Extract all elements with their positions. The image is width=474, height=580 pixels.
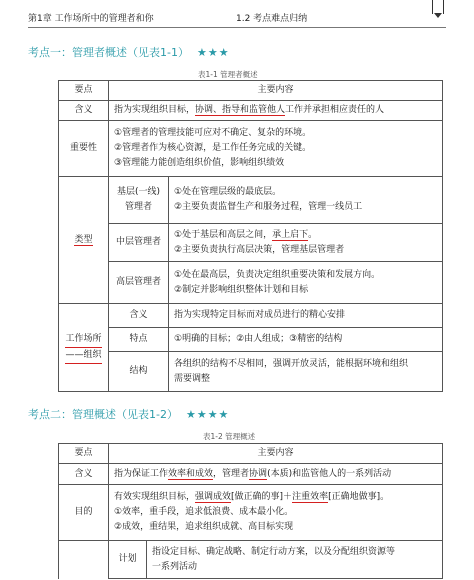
top-manager-content: [169, 262, 443, 304]
workplace-def-content: 指为实现特定目标而对成员进行的精心安排: [169, 304, 443, 328]
table-1-2: [58, 443, 443, 579]
line: ②主要负责监督生产和服务过程，管理一线员工: [174, 202, 363, 212]
row-key-hanyi: 含义: [59, 464, 109, 485]
table-row: [59, 81, 443, 101]
table-row: [59, 304, 443, 328]
text: ，管理者: [213, 468, 250, 479]
kd2-title-text: 考点二：管理概述（见表1-2）: [28, 408, 178, 421]
hanyi-content: [109, 464, 443, 485]
row-key-workplace: [59, 304, 109, 392]
base-manager-label: [109, 177, 169, 224]
line: ②制定并影响组织整体计划和目标: [174, 284, 309, 295]
workplace-def-label: 含义: [109, 304, 169, 328]
head-key: 要点: [59, 444, 109, 464]
table-row: [59, 177, 443, 224]
table-row: [59, 224, 443, 262]
underlined-text: 协调: [249, 468, 268, 479]
head-content: 主要内容: [109, 81, 443, 101]
underlined-text: 承上启下: [272, 229, 309, 240]
header-rule: [28, 27, 446, 28]
workplace-struct-label: 结构: [109, 352, 169, 392]
row-key-function: [59, 541, 109, 579]
line: ③管理能力能创造组织价值，影响组织绩效: [114, 158, 285, 168]
table-row: [59, 485, 443, 541]
head-content: 主要内容: [109, 444, 443, 464]
table-row: [59, 464, 443, 485]
text: (本质)和监管他人的一系列活动: [267, 468, 392, 479]
plan-content: [147, 541, 443, 579]
row-key-types: [59, 177, 109, 304]
workplace-feat-label: 特点: [109, 328, 169, 352]
table-row: [59, 444, 443, 464]
line: ②管理者作为核心资源，是工作任务完成的关键。: [114, 143, 312, 153]
importance-content: [109, 121, 443, 177]
top-manager-label: 高层管理者: [109, 262, 169, 304]
text: [做正确的事]＋: [231, 492, 293, 502]
line: ①处在最高层，负责决定组织重要决策和发展方向。: [174, 269, 381, 280]
line: ①处在管理层级的最底层。: [174, 187, 282, 197]
table-row: [59, 101, 443, 121]
base-manager-content: [169, 177, 443, 224]
head-key: 要点: [59, 81, 109, 101]
underlined-text: 强调成效: [195, 492, 232, 502]
line: 需要调整: [174, 373, 211, 384]
mid-manager-content: [169, 224, 443, 262]
line: ②主要负责执行高层决策，管理基层管理者: [174, 244, 345, 255]
kd2-stars: ★★★★: [185, 408, 230, 421]
underlined-text: 效率和成效: [168, 468, 214, 479]
line: ①管理者的管理技能可应对不确定、复杂的环境。: [114, 128, 312, 138]
row-key-goal: 目的: [59, 485, 109, 541]
section-title: 1.2 考点难点归纳: [236, 14, 308, 24]
page-header: [0, 0, 474, 30]
row-key-hanyi: 含义: [59, 101, 109, 121]
line: ①效率，重手段，追求低浪费、成本最小化。: [114, 507, 294, 517]
kd1-caption: 表1-1 管理者概述: [198, 70, 258, 79]
underlined-line: ——组织: [65, 348, 101, 364]
line: [114, 490, 437, 505]
kd2-caption: 表1-2 管理概述: [203, 432, 256, 441]
kd1-title: [28, 44, 230, 60]
underlined-text: 注重效率: [292, 492, 329, 502]
line: ②成效，重结果，追求组织成就、高目标实现: [114, 522, 294, 532]
line: 各组织的结构不尽相同，强调开放灵活，能根据环境和组织: [174, 358, 409, 369]
table-row: [59, 352, 443, 392]
row-key-importance: 重要性: [59, 121, 109, 177]
table-row: [59, 262, 443, 304]
underlined-text: 协调、指导和监管他人: [195, 105, 286, 115]
line: 管理者: [124, 202, 152, 212]
mid-manager-label: 中层管理者: [109, 224, 169, 262]
underlined-text: 类型: [74, 234, 93, 245]
hanyi-content: [109, 101, 443, 121]
text: 指为保证工作: [114, 468, 169, 479]
underlined-line: 工作场所: [65, 332, 101, 348]
line: [174, 228, 437, 243]
table-1-1: [58, 80, 443, 392]
text: 指为实现组织目标，: [114, 105, 196, 115]
table-row: [59, 541, 443, 579]
text: [正确地做事]。: [328, 492, 390, 502]
goal-content: [109, 485, 443, 541]
text: 有效实现组织目标，: [114, 492, 196, 502]
kd1-stars: ★★★: [196, 46, 230, 59]
bookmark-icon[interactable]: [432, 0, 444, 14]
line: 指设定目标、确定战略、制定行动方案，以及分配组织资源等: [152, 546, 396, 557]
workplace-struct-content: [169, 352, 443, 392]
table-row: [59, 121, 443, 177]
text: 工作并承担相应责任的人: [285, 105, 385, 115]
text: ①处于基层和高层之间，: [174, 229, 273, 240]
table-row: [59, 328, 443, 352]
workplace-feat-content: ①明确的目标；②由人组成；③精密的结构: [169, 328, 443, 352]
line: 一系列活动: [152, 561, 198, 572]
text: 。: [308, 229, 318, 240]
line: 基层(一线): [116, 187, 161, 197]
kd1-title-text: 考点一：管理者概述（见表1-1）: [28, 46, 189, 59]
chapter-title: 第1章 工作场所中的管理者和你: [28, 14, 154, 24]
plan-label: 计划: [109, 541, 147, 579]
kd2-title: [28, 406, 229, 422]
